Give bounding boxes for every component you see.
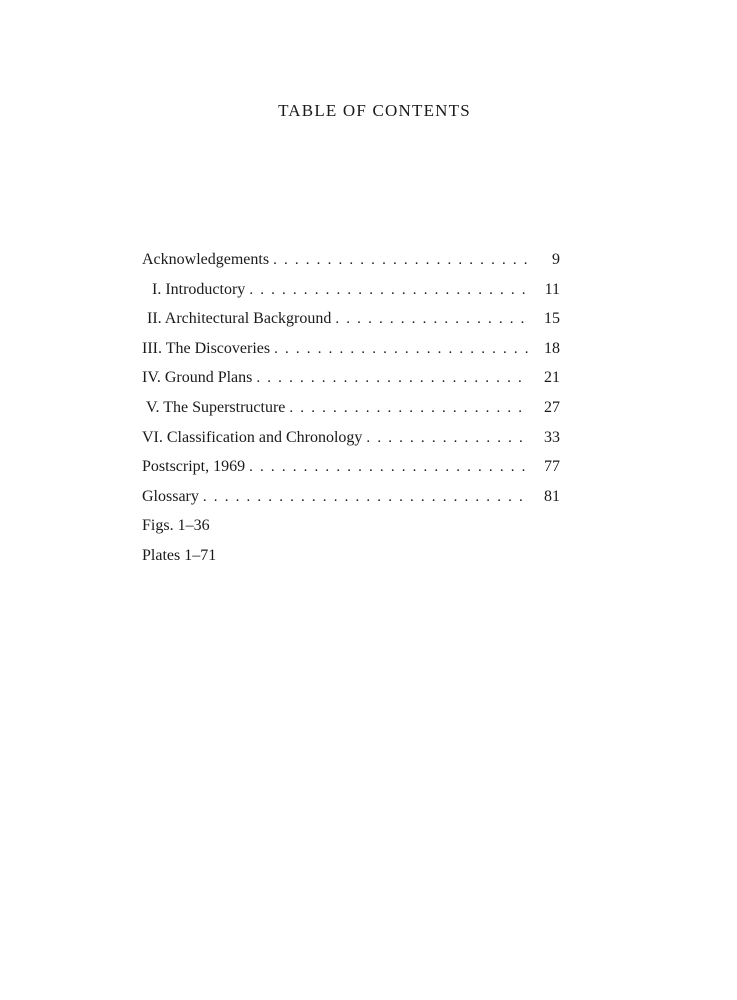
dot-leader xyxy=(256,364,528,394)
dot-leader xyxy=(249,453,528,483)
dot-leader xyxy=(249,276,528,306)
toc-entry-label: II. Architectural Background xyxy=(147,310,332,328)
toc-entry-postscript-1969[interactable] xyxy=(142,452,560,482)
toc-page-number: 33 xyxy=(544,428,560,446)
toc-page-number: 77 xyxy=(544,458,560,476)
toc-page-number: 81 xyxy=(544,487,560,505)
toc-entry-plates[interactable] xyxy=(142,541,560,571)
toc-entry-label: IV. Ground Plans xyxy=(142,369,253,387)
dot-leader xyxy=(203,483,528,513)
dot-leader xyxy=(366,424,528,454)
toc-entry-ground-plans[interactable] xyxy=(142,363,560,393)
toc-entry-figures[interactable] xyxy=(142,511,560,541)
toc-entry-the-superstructure[interactable] xyxy=(142,393,560,423)
dot-leader xyxy=(273,246,528,276)
toc-entry-label: VI. Classification and Chronology xyxy=(142,428,363,446)
dot-leader xyxy=(335,305,528,335)
dot-leader xyxy=(274,335,528,365)
toc-entry-glossary[interactable] xyxy=(142,482,560,512)
toc-page-number: 21 xyxy=(544,369,560,387)
toc-entry-label: III. The Discoveries xyxy=(142,339,271,357)
toc-entry-label: I. Introductory xyxy=(152,280,246,298)
toc-entry-the-discoveries[interactable] xyxy=(142,334,560,364)
toc-entry-label: Postscript, 1969 xyxy=(142,458,246,476)
toc-entry-classification-and-chronology[interactable] xyxy=(142,423,560,453)
toc-page-number: 27 xyxy=(544,398,560,416)
toc-entry-label: Plates 1–71 xyxy=(142,546,217,564)
dot-leader xyxy=(289,394,528,424)
toc-entry-architectural-background[interactable] xyxy=(142,304,560,334)
toc-entry-introductory[interactable] xyxy=(142,275,560,305)
toc-page-number: 18 xyxy=(544,339,560,357)
table-of-contents xyxy=(142,245,560,571)
toc-page-number: 11 xyxy=(544,280,560,298)
toc-entry-label: Acknowledgements xyxy=(142,251,270,268)
page-title: TABLE OF CONTENTS xyxy=(278,101,471,120)
toc-entry-label: Figs. 1–36 xyxy=(142,517,210,535)
toc-entry-acknowledgements[interactable] xyxy=(142,245,560,275)
toc-page-number: 15 xyxy=(544,310,560,328)
toc-entry-label: V. The Superstructure xyxy=(146,398,286,416)
toc-entry-label: Glossary xyxy=(142,487,199,505)
toc-page-number: 9 xyxy=(552,251,560,268)
